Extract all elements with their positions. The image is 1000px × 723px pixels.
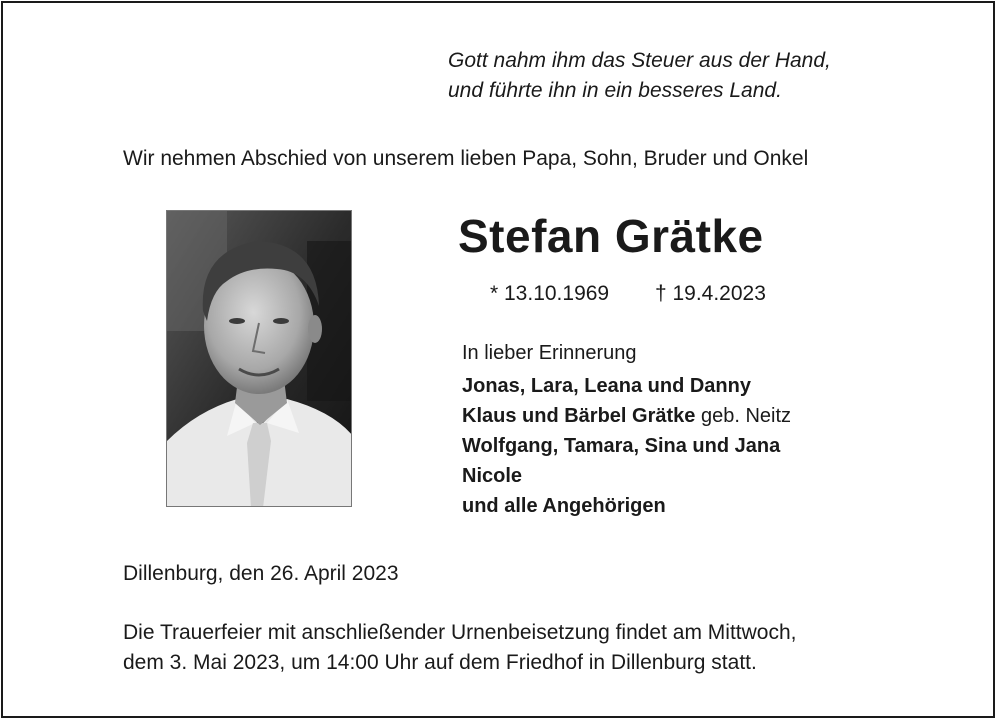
portrait-image xyxy=(167,211,352,507)
intro-text: Wir nehmen Abschied von unserem lieben Papa, Sohn, Bruder und Onkel xyxy=(123,147,809,170)
mourners-line: Nicole xyxy=(462,465,523,487)
verse-line-2: und führte ihn in ein besseres Land. xyxy=(448,79,782,102)
birth-date: * 13.10.1969 xyxy=(490,282,610,305)
portrait-photo xyxy=(166,210,352,507)
death-date: † 19.4.2023 xyxy=(654,282,766,305)
mourners-line: und alle Angehörigen xyxy=(462,495,666,517)
place-date: Dillenburg, den 26. April 2023 xyxy=(123,562,399,585)
deceased-name: Stefan Grätke xyxy=(458,210,764,262)
mourners-line: Wolfgang, Tamara, Sina und Jana xyxy=(462,435,781,457)
ceremony-line-2: dem 3. Mai 2023, um 14:00 Uhr auf dem Friedhof in Dillenburg statt. xyxy=(123,651,757,674)
ceremony-info xyxy=(123,618,796,678)
mourners-list xyxy=(462,371,791,521)
verse-line-1: Gott nahm ihm das Steuer aus der Hand, xyxy=(448,49,831,72)
ceremony-line-1: Die Trauerfeier mit anschließender Urnenbeisetzung findet am Mittwoch, xyxy=(123,621,797,644)
verse xyxy=(448,46,831,106)
mourners-line: Jonas, Lara, Leana und Danny xyxy=(462,375,751,397)
memory-label: In lieber Erinnerung xyxy=(462,342,637,364)
life-dates xyxy=(490,279,766,309)
mourners-line: Klaus und Bärbel Grätke geb. Neitz xyxy=(462,405,792,427)
